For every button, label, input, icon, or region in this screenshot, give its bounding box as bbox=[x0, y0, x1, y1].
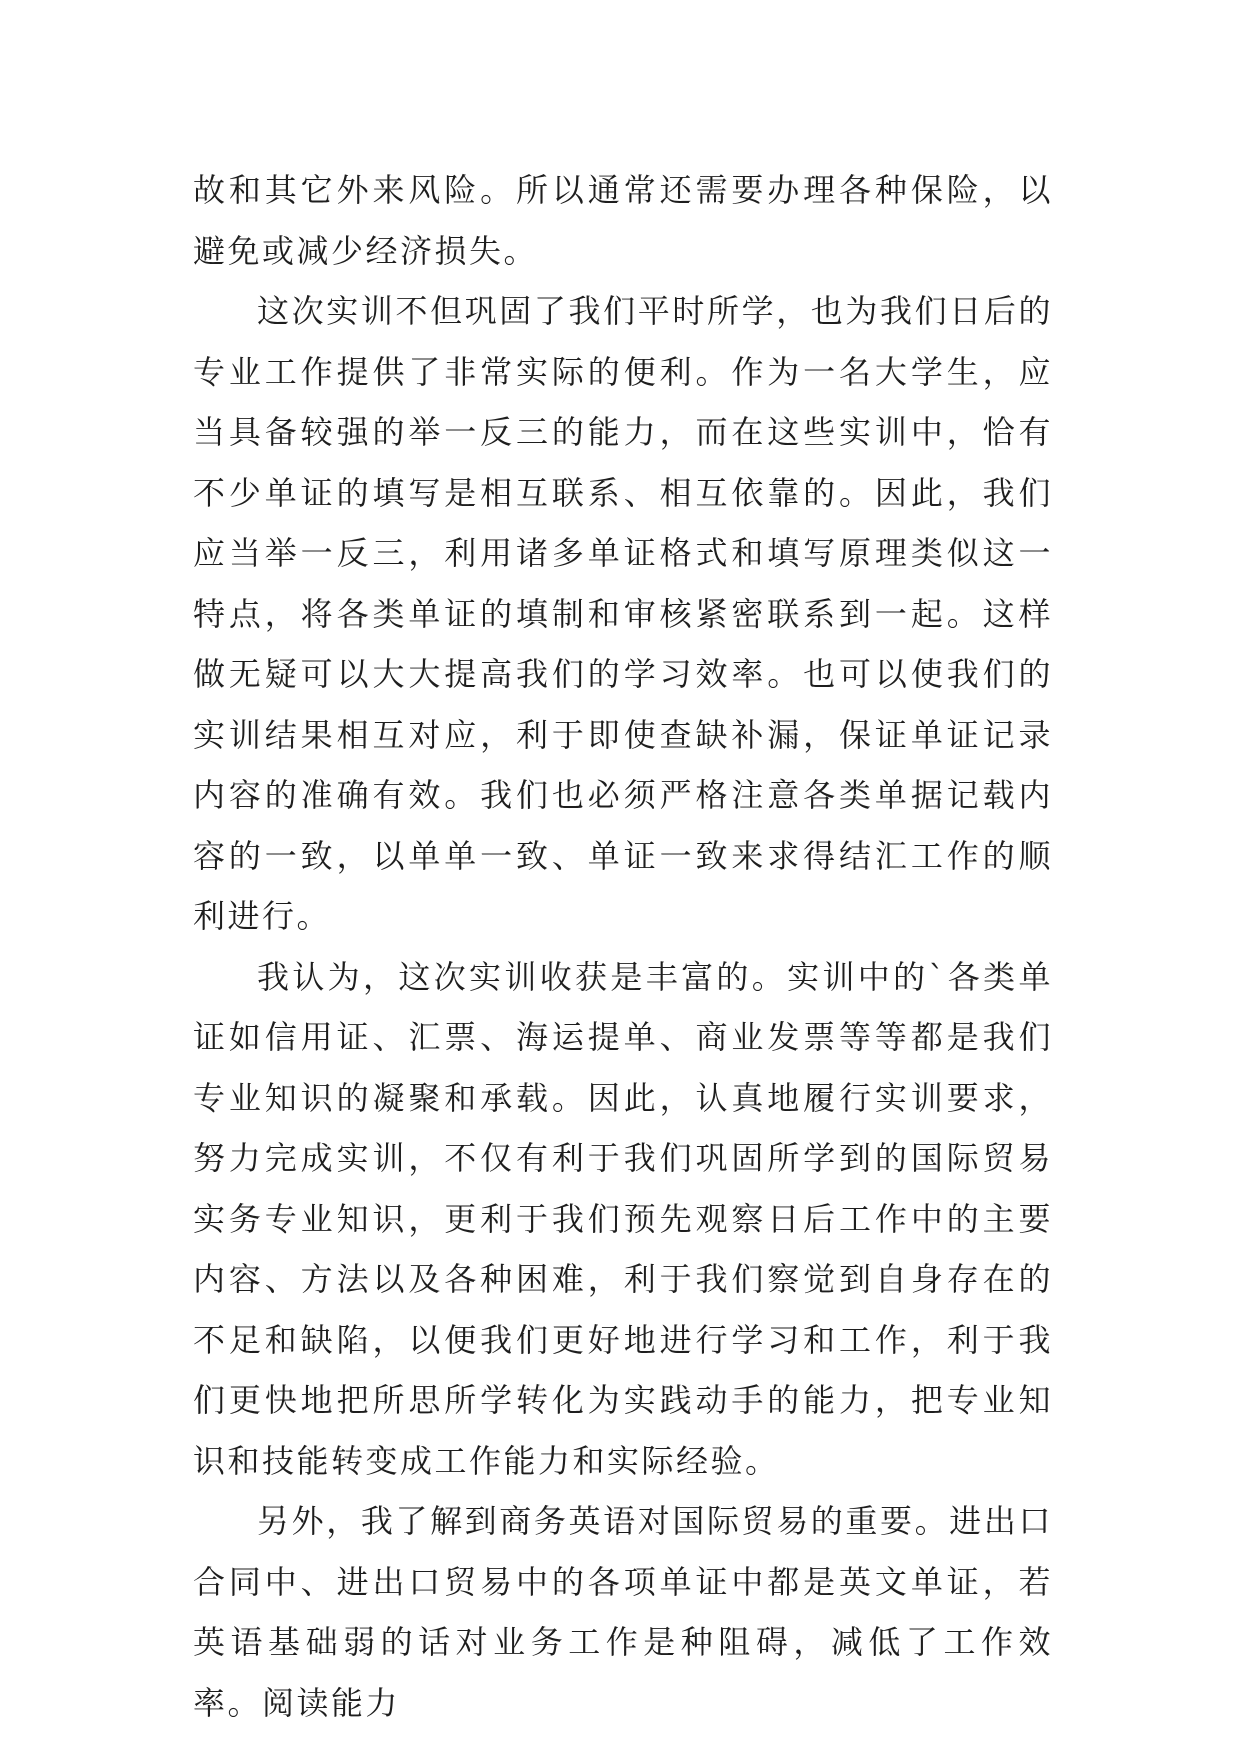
document-body bbox=[193, 160, 1053, 1733]
paragraph-continued: 故和其它外来风险。所以通常还需要办理各种保险，以避免或减少经济损失。 bbox=[193, 171, 1053, 270]
paragraph-business-english: 另外，我了解到商务英语对国际贸易的重要。进出口合同中、进出口贸易中的各项单证中都是英文单证，若英语基础弱的话对业务工作是种阻碍，减低了工作效率。阅读能力 bbox=[193, 1502, 1053, 1722]
paragraph-training-benefits: 这次实训不但巩固了我们平时所学，也为我们日后的专业工作提供了非常实际的便利。作为一名大学生，应当具备较强的举一反三的能力，而在这些实训中，恰有不少单证的填写是相互联系、相互依靠的。因此，我们应当举一反三，利用诸多单证格式和填写原理类似这一特点，将各类单证的填制和审核紧密联系到一起。这样做无疑可以大大提高我们的学习效率。也可以使我们的实训结果相互对应，利于即使查缺补漏，保证单证记录内容的准确有效。我们也必须严格注意各类单据记载内容的一致，以单单一致、单证一致来求得结汇工作的顺利进行。 bbox=[193, 292, 1053, 935]
paragraph-training-gains: 我认为，这次实训收获是丰富的。实训中的`各类单证如信用证、汇票、海运提单、商业发票等等都是我们专业知识的凝聚和承载。因此，认真地履行实训要求，努力完成实训，不仅有利于我们巩固所学到的国际贸易实务专业知识，更利于我们预先观察日后工作中的主要内容、方法以及各种困难，利于我们察觉到自身存在的不足和缺陷，以便我们更好地进行学习和工作，利于我们更快地把所思所学转化为实践动手的能力，把专业知识和技能转变成工作能力和实际经验。 bbox=[193, 957, 1053, 1480]
